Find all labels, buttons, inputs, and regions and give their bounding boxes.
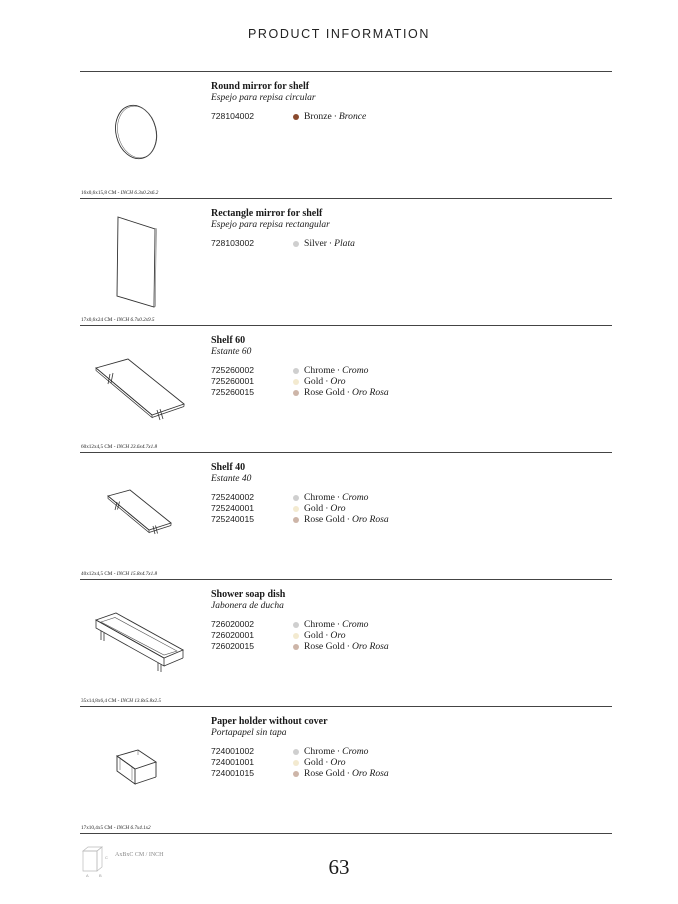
dimensions-inch: INCH 15.8x4.7x1.8 — [116, 571, 158, 577]
color-name-es: Oro — [330, 757, 346, 768]
variant-row — [211, 503, 471, 514]
dimensions — [81, 444, 157, 450]
product-subtitle: Jabonera de ducha — [211, 601, 284, 611]
product-code: 725240001 — [211, 503, 255, 513]
round-mirror-image — [80, 72, 210, 182]
color-name-es: Plata — [334, 238, 355, 249]
product-title: Shelf 60 — [211, 335, 246, 346]
color-name: Gold · Oro — [304, 376, 346, 387]
dimensions-cm: 40x12x4,5 CM - — [81, 571, 116, 577]
axis-b-label: B — [99, 873, 102, 878]
variant-row — [211, 630, 471, 641]
soap-dish-image — [80, 580, 210, 690]
color-name: Rose Gold · Oro Rosa — [304, 514, 389, 525]
color-name-en: Rose Gold — [304, 514, 345, 525]
product-title: Rectangle mirror for shelf — [211, 208, 323, 219]
dimensions — [81, 825, 151, 831]
page-number: 63 — [328, 855, 350, 879]
color-name-en: Gold — [304, 376, 324, 387]
dimensions-inch: INCH 23.6x4.7x1.8 — [116, 444, 158, 450]
dimensions — [81, 571, 157, 577]
product-code: 726020001 — [211, 630, 255, 640]
variant-list — [211, 238, 471, 249]
product-code: 728103002 — [211, 238, 255, 248]
color-swatch — [293, 368, 299, 374]
color-name-es: Cromo — [342, 365, 369, 376]
page-title: PRODUCT INFORMATION — [247, 27, 431, 41]
dimensions-cm: 60x12x4,5 CM - — [81, 444, 116, 450]
variant-row — [211, 514, 471, 525]
product-rectangle-mirror — [80, 199, 612, 326]
variant-row — [211, 757, 471, 768]
rectangle-mirror-image — [80, 199, 210, 309]
color-name-en: Gold — [304, 503, 324, 514]
paper-holder-image — [80, 707, 210, 817]
variant-list — [211, 619, 471, 652]
product-code: 725240015 — [211, 514, 255, 524]
variant-row — [211, 238, 471, 249]
variant-row — [211, 387, 471, 398]
product-code: 724001002 — [211, 746, 255, 756]
dimensions-cm: 35x14,8x6,4 CM - — [81, 698, 120, 704]
product-code: 726020015 — [211, 641, 255, 651]
color-name-en: Gold — [304, 757, 324, 768]
color-name: Chrome · Cromo — [304, 619, 369, 630]
product-title: Shelf 40 — [211, 462, 246, 473]
variant-list — [211, 746, 471, 779]
color-swatch — [293, 390, 299, 396]
shelf-60-image — [80, 326, 210, 436]
divider — [80, 833, 612, 834]
color-swatch — [293, 517, 299, 523]
product-code: 724001001 — [211, 757, 255, 767]
variant-row — [211, 492, 471, 503]
color-name-en: Rose Gold — [304, 768, 345, 779]
product-code: 726020002 — [211, 619, 255, 629]
color-name-es: Oro Rosa — [351, 641, 389, 652]
color-swatch — [293, 241, 299, 247]
product-subtitle: Espejo para repisa circular — [211, 93, 316, 103]
color-name-es: Oro Rosa — [351, 387, 389, 398]
color-name: Rose Gold · Oro Rosa — [304, 768, 389, 779]
product-code: 724001015 — [211, 768, 255, 778]
variant-row — [211, 641, 471, 652]
color-name-es: Oro — [330, 376, 346, 387]
color-name: Chrome · Cromo — [304, 365, 369, 376]
color-name-es: Oro — [330, 630, 346, 641]
color-name-en: Chrome — [304, 746, 335, 757]
color-name: Chrome · Cromo — [304, 746, 369, 757]
variant-row — [211, 619, 471, 630]
product-code: 725260015 — [211, 387, 255, 397]
color-swatch — [293, 622, 299, 628]
dimensions — [81, 317, 155, 323]
color-swatch — [293, 379, 299, 385]
color-name-es: Oro Rosa — [351, 514, 389, 525]
product-code: 725240002 — [211, 492, 255, 502]
color-name: Silver · Plata — [304, 238, 355, 249]
color-name: Gold · Oro — [304, 630, 346, 641]
color-swatch — [293, 114, 299, 120]
color-name-en: Chrome — [304, 619, 335, 630]
dimensions-inch: INCH 6.3x0.2x6.2 — [120, 190, 159, 196]
product-shower-soap-dish — [80, 580, 612, 707]
color-name-en: Bronze — [304, 111, 332, 122]
dimensions-inch: INCH 6.7x0.2x9.5 — [116, 317, 155, 323]
color-name-es: Cromo — [342, 492, 369, 503]
color-name-es: Cromo — [342, 619, 369, 630]
color-swatch — [293, 506, 299, 512]
color-name-es: Bronce — [338, 111, 367, 122]
color-name: Gold · Oro — [304, 757, 346, 768]
variant-list — [211, 492, 471, 525]
color-swatch — [293, 633, 299, 639]
color-name-es: Cromo — [342, 746, 369, 757]
dimensions — [81, 698, 161, 704]
product-shelf-60 — [80, 326, 612, 453]
color-swatch — [293, 771, 299, 777]
axis-c-label: C — [105, 855, 108, 860]
color-swatch — [293, 644, 299, 650]
variant-row — [211, 365, 471, 376]
dimensions — [81, 190, 158, 196]
shelf-40-image — [80, 453, 210, 563]
color-name-en: Gold — [304, 630, 324, 641]
product-round-mirror — [80, 72, 612, 199]
variant-list — [211, 365, 471, 398]
product-code: 725260001 — [211, 376, 255, 386]
variant-row — [211, 768, 471, 779]
color-name-en: Rose Gold — [304, 387, 345, 398]
product-code: 728104002 — [211, 111, 255, 121]
color-name: Bronze · Bronce — [304, 111, 367, 122]
color-name-es: Oro — [330, 503, 346, 514]
variant-list — [211, 111, 471, 122]
dimensions-inch: INCH 13.8x5.8x2.5 — [120, 698, 161, 704]
color-name: Gold · Oro — [304, 503, 346, 514]
product-title: Shower soap dish — [211, 589, 286, 600]
variant-row — [211, 376, 471, 387]
product-code: 725260002 — [211, 365, 255, 375]
color-name-en: Rose Gold — [304, 641, 345, 652]
product-shelf-40 — [80, 453, 612, 580]
variant-row — [211, 746, 471, 757]
product-subtitle: Estante 40 — [211, 474, 252, 484]
color-name: Chrome · Cromo — [304, 492, 369, 503]
color-name-es: Oro Rosa — [351, 768, 389, 779]
product-paper-holder — [80, 707, 612, 834]
product-subtitle: Portapapel sin tapa — [211, 728, 287, 738]
product-title: Paper holder without cover — [211, 716, 328, 727]
color-name-en: Chrome — [304, 492, 335, 503]
color-swatch — [293, 760, 299, 766]
axis-a-label: A — [86, 873, 89, 878]
color-name: Rose Gold · Oro Rosa — [304, 641, 389, 652]
color-name-en: Chrome — [304, 365, 335, 376]
product-subtitle: Estante 60 — [211, 347, 252, 357]
color-name-en: Silver — [304, 238, 327, 249]
product-subtitle: Espejo para repisa rectangular — [211, 220, 330, 230]
dimension-legend: AxBxC CM / INCH — [115, 852, 164, 858]
dimensions-cm: 17x10,4x5 CM - — [81, 825, 116, 831]
dimensions-cm: 16x0,6x15,8 CM - — [81, 190, 120, 196]
dimensions-inch: INCH 6.7x4.1x2 — [116, 825, 151, 831]
dimensions-cm: 17x0,6x24 CM - — [81, 317, 116, 323]
product-title: Round mirror for shelf — [211, 81, 310, 92]
variant-row — [211, 111, 471, 122]
color-name: Rose Gold · Oro Rosa — [304, 387, 389, 398]
color-swatch — [293, 495, 299, 501]
color-swatch — [293, 749, 299, 755]
